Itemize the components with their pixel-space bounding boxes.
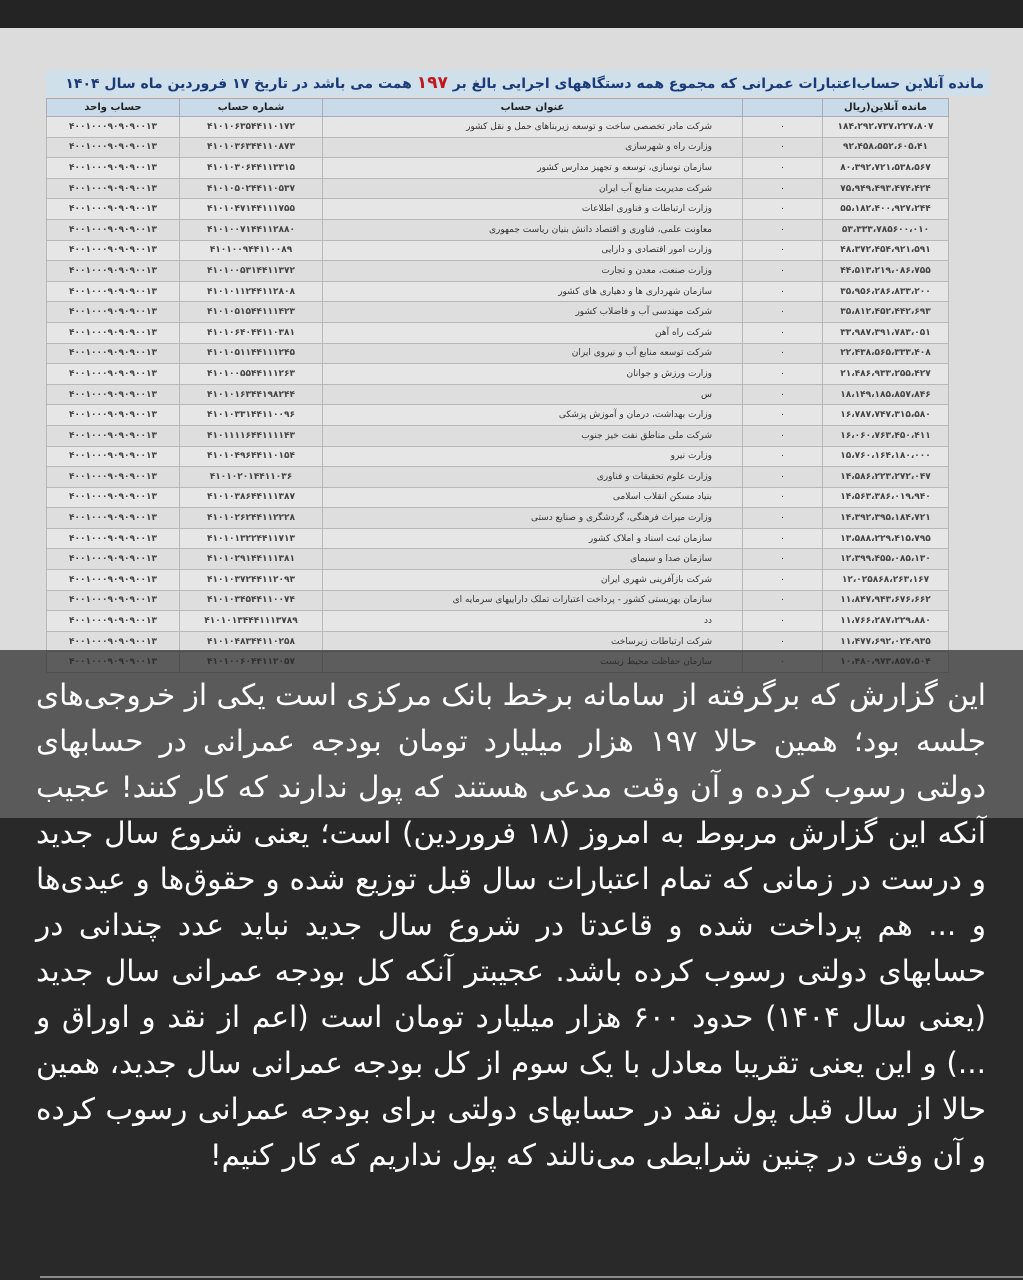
account-name-cell: شرکت ملی مناطق نفت خیز جنوب <box>323 425 743 446</box>
balance-cell: ۹۲،۴۵۸،۵۵۲،۶۰۵،۴۱ <box>823 137 949 158</box>
unit-account-cell: ۴۰۰۱۰۰۰۹۰۹۰۹۰۰۱۳ <box>47 487 180 508</box>
marker-cell: ٠ <box>743 590 823 611</box>
marker-cell: ٠ <box>743 384 823 405</box>
account-name-cell: وزارت نیرو <box>323 446 743 467</box>
marker-cell: ٠ <box>743 343 823 364</box>
table-row <box>47 261 949 282</box>
account-name-cell: شرکت مادر تخصصی ساخت و توسعه زیربناهای حمل و نقل کشور <box>323 117 743 138</box>
table-row <box>47 446 949 467</box>
balance-cell: ۴۸،۳۷۲،۴۵۴،۹۲۱،۵۹۱ <box>823 240 949 261</box>
account-name-cell: وزارت امور اقتصادی و دارایی <box>323 240 743 261</box>
column-header <box>743 99 823 117</box>
marker-cell: ٠ <box>743 405 823 426</box>
account-name-cell: وزارت ورزش و جوانان <box>323 364 743 385</box>
unit-account-cell: ۴۰۰۱۰۰۰۹۰۹۰۹۰۰۱۳ <box>47 611 180 632</box>
account-number-cell: ۴۱۰۱۰۲۶۲۴۴۱۱۲۲۲۸ <box>180 508 323 529</box>
account-number-cell: ۴۱۰۱۰۲۰۱۴۴۱۱۰۳۶ <box>180 467 323 488</box>
account-name-cell: بنیاد مسکن انقلاب اسلامی <box>323 487 743 508</box>
account-number-cell: ۴۱۰۱۰۴۷۱۴۴۱۱۱۷۵۵ <box>180 199 323 220</box>
unit-account-cell: ۴۰۰۱۰۰۰۹۰۹۰۹۰۰۱۳ <box>47 467 180 488</box>
account-number-cell: ۴۱۰۱۰۱۳۴۴۴۱۱۱۳۷۸۹ <box>180 611 323 632</box>
account-number-cell: ۴۱۰۱۰۶۴۰۴۴۱۱۰۳۸۱ <box>180 322 323 343</box>
marker-cell: ٠ <box>743 240 823 261</box>
marker-cell: ٠ <box>743 467 823 488</box>
unit-account-cell: ۴۰۰۱۰۰۰۹۰۹۰۹۰۰۱۳ <box>47 178 180 199</box>
marker-cell: ٠ <box>743 570 823 591</box>
table-row <box>47 384 949 405</box>
account-number-cell: ۴۱۰۱۰۴۹۶۴۴۱۱۰۱۵۴ <box>180 446 323 467</box>
balance-cell: ۲۱،۴۸۶،۹۳۳،۲۵۵،۴۲۷ <box>823 364 949 385</box>
account-name-cell: وزارت میراث فرهنگی، گردشگری و صنایع دستی <box>323 508 743 529</box>
account-number-cell: ۴۱۰۱۰۱۶۳۴۴۱۹۸۲۴۴ <box>180 384 323 405</box>
account-name-cell: شرکت راه آهن <box>323 322 743 343</box>
account-number-cell: ۴۱۰۱۰۳۶۳۴۴۱۱۰۸۷۳ <box>180 137 323 158</box>
table-row <box>47 117 949 138</box>
table-header-row <box>47 99 949 117</box>
table-row <box>47 549 949 570</box>
unit-account-cell: ۴۰۰۱۰۰۰۹۰۹۰۹۰۰۱۳ <box>47 425 180 446</box>
balance-cell: ۱۱،۷۶۶،۲۸۷،۲۲۹،۸۸۰ <box>823 611 949 632</box>
marker-cell: ٠ <box>743 487 823 508</box>
report-title-highlight: ۱۹۷ <box>416 73 448 93</box>
table-row <box>47 240 949 261</box>
unit-account-cell: ۴۰۰۱۰۰۰۹۰۹۰۹۰۰۱۳ <box>47 302 180 323</box>
account-number-cell: ۴۱۰۱۰۰۹۴۴۱۱۰۰۸۹ <box>180 240 323 261</box>
account-number-cell: ۴۱۰۱۰۴۸۳۴۴۱۱۰۲۵۸ <box>180 631 323 652</box>
balance-cell: ۴۴،۵۱۳،۲۱۹،۰۸۶،۷۵۵ <box>823 261 949 282</box>
table-row <box>47 281 949 302</box>
unit-account-cell: ۴۰۰۱۰۰۰۹۰۹۰۹۰۰۱۳ <box>47 631 180 652</box>
table-row <box>47 590 949 611</box>
report-title-before: مانده آنلاین حساب‌اعتبارات عمرانی که مجموع همه دستگاههای اجرایی بالغ بر <box>452 76 984 92</box>
marker-cell: ٠ <box>743 281 823 302</box>
unit-account-cell: ۴۰۰۱۰۰۰۹۰۹۰۹۰۰۱۳ <box>47 549 180 570</box>
marker-cell: ٠ <box>743 322 823 343</box>
balance-cell: ۱۲،۰۲۵۸۶۸،۲۶۳،۱۶۷ <box>823 570 949 591</box>
table-row <box>47 302 949 323</box>
marker-cell: ٠ <box>743 178 823 199</box>
balance-cell: ۱۴،۳۹۲،۳۹۵،۱۸۴،۷۲۱ <box>823 508 949 529</box>
balance-cell: ۳۵،۸۱۲،۴۵۲،۴۴۲،۶۹۳ <box>823 302 949 323</box>
report-title <box>46 70 990 96</box>
table-row <box>47 631 949 652</box>
balances-table <box>46 98 949 673</box>
table-row <box>47 611 949 632</box>
account-number-cell: ۴۱۰۱۰۵۰۲۴۴۱۱۰۵۳۷ <box>180 178 323 199</box>
marker-cell: ٠ <box>743 199 823 220</box>
bottom-divider <box>40 1276 1023 1278</box>
unit-account-cell: ۴۰۰۱۰۰۰۹۰۹۰۹۰۰۱۳ <box>47 364 180 385</box>
balance-cell: ۲۲،۴۳۸،۵۶۵،۳۳۳،۴۰۸ <box>823 343 949 364</box>
table-row <box>47 219 949 240</box>
marker-cell: ٠ <box>743 117 823 138</box>
account-name-cell: شرکت مدیریت منابع آب ایران <box>323 178 743 199</box>
unit-account-cell: ۴۰۰۱۰۰۰۹۰۹۰۹۰۰۱۳ <box>47 528 180 549</box>
account-number-cell: ۴۱۰۱۰۱۳۲۲۴۴۱۱۷۱۳ <box>180 528 323 549</box>
balance-cell: ۱۸،۱۴۹،۱۸۵،۸۵۷،۸۴۶ <box>823 384 949 405</box>
unit-account-cell: ۴۰۰۱۰۰۰۹۰۹۰۹۰۰۱۳ <box>47 405 180 426</box>
unit-account-cell: ۴۰۰۱۰۰۰۹۰۹۰۹۰۰۱۳ <box>47 508 180 529</box>
unit-account-cell: ۴۰۰۱۰۰۰۹۰۹۰۹۰۰۱۳ <box>47 446 180 467</box>
account-name-cell: سازمان شهرداری ها و دهیاری های کشور <box>323 281 743 302</box>
balance-cell: ۱۲،۳۹۹،۴۵۵،۰۸۵،۱۳۰ <box>823 549 949 570</box>
table-row <box>47 178 949 199</box>
table-row <box>47 570 949 591</box>
marker-cell: ٠ <box>743 528 823 549</box>
account-name-cell: دد <box>323 611 743 632</box>
account-name-cell: سازمان صدا و سیمای <box>323 549 743 570</box>
account-number-cell: ۴۱۰۱۱۱۱۶۴۴۱۱۱۱۴۳ <box>180 425 323 446</box>
balance-cell: ۳۵،۹۵۶،۲۸۶،۸۳۳،۲۰۰ <box>823 281 949 302</box>
marker-cell: ٠ <box>743 261 823 282</box>
balance-cell: ۷۵،۹۴۹،۴۹۳،۴۷۴،۴۲۴ <box>823 178 949 199</box>
marker-cell: ٠ <box>743 446 823 467</box>
table-row <box>47 528 949 549</box>
report-title-after: همت می باشد در تاریخ ۱۷ فروردین ماه سال ۱۴۰۴ <box>65 76 412 92</box>
balance-cell: ۱۴،۵۶۳،۳۸۶،۰۱۹،۹۴۰ <box>823 487 949 508</box>
table-row <box>47 322 949 343</box>
unit-account-cell: ۴۰۰۱۰۰۰۹۰۹۰۹۰۰۱۳ <box>47 117 180 138</box>
account-name-cell: شرکت توسعه منابع آب و نیروی ایران <box>323 343 743 364</box>
table-row <box>47 137 949 158</box>
unit-account-cell: ۴۰۰۱۰۰۰۹۰۹۰۹۰۰۱۳ <box>47 570 180 591</box>
balance-cell: ۱۱،۸۴۷،۹۴۳،۶۷۶،۶۶۲ <box>823 590 949 611</box>
marker-cell: ٠ <box>743 137 823 158</box>
account-name-cell: شرکت بازآفرینی شهری ایران <box>323 570 743 591</box>
account-name-cell: وزارت صنعت، معدن و تجارت <box>323 261 743 282</box>
balance-cell: ۱۶،۷۸۷،۷۴۷،۳۱۵،۵۸۰ <box>823 405 949 426</box>
account-number-cell: ۴۱۰۱۰۳۰۶۴۴۱۱۳۳۱۵ <box>180 158 323 179</box>
account-name-cell: وزارت راه و شهرسازی <box>323 137 743 158</box>
marker-cell: ٠ <box>743 158 823 179</box>
column-header: عنوان حساب <box>323 99 743 117</box>
account-name-cell: شرکت ارتباطات زیرساخت <box>323 631 743 652</box>
account-number-cell: ۴۱۰۱۰۳۸۶۴۴۱۱۱۳۸۷ <box>180 487 323 508</box>
table-row <box>47 158 949 179</box>
account-name-cell: س <box>323 384 743 405</box>
account-name-cell: سازمان نوسازی، توسعه و تجهیز مدارس کشور <box>323 158 743 179</box>
account-name-cell: وزارت علوم تحقیقات و فناوری <box>323 467 743 488</box>
balance-cell: ۸۰،۳۹۲،۷۲۱،۵۳۸،۵۶۷ <box>823 158 949 179</box>
table-row <box>47 343 949 364</box>
column-header: مانده آنلاین(ریال <box>823 99 949 117</box>
account-name-cell: معاونت علمی، فناوری و اقتصاد دانش بنیان ریاست جمهوری <box>323 219 743 240</box>
unit-account-cell: ۴۰۰۱۰۰۰۹۰۹۰۹۰۰۱۳ <box>47 219 180 240</box>
marker-cell: ٠ <box>743 611 823 632</box>
marker-cell: ٠ <box>743 425 823 446</box>
table-row <box>47 405 949 426</box>
unit-account-cell: ۴۰۰۱۰۰۰۹۰۹۰۹۰۰۱۳ <box>47 343 180 364</box>
unit-account-cell: ۴۰۰۱۰۰۰۹۰۹۰۹۰۰۱۳ <box>47 158 180 179</box>
article-text: این گزارش که برگرفته از سامانه برخط بانک مرکزی است یکی از خروجی‌های جلسه بود؛ همین حالا ۱۹۷ هزار میلیارد تومان بودجه عمرانی در حسابهای دولتی رسوب کرده و آن وقت مدعی هستند که پول ندارند که کار کنند! عجیب آنکه این گزارش مربوط به امروز (۱۸ فروردین) است؛ یعنی شروع سال جدید و درست در زمانی که تمام اعتبارات سال قبل توزیع شده و حقوق‌ها و عیدی‌ها و ... هم پرداخت شده و قاعدتا در شروع سال جدید نباید عدد چندانی در حسابهای دولتی رسوب کرده باشد. عجیبتر آنکه کل بودجه عمرانی سال جدید (یعنی سال ۱۴۰۴) حدود ۶۰۰ هزار میلیارد تومان است (اعم از نقد و اوراق و ...) و این یعنی تقریبا معادل با یک سوم از کل بودجه عمرانی سال جدید، همین حالا از سال قبل پول نقد در حسابهای دولتی برای بودجه عمرانی رسوب کرده و آن وقت در چنین شرایطی می‌نالند که پول نداریم که کار کنیم! <box>36 678 986 1172</box>
marker-cell: ٠ <box>743 364 823 385</box>
marker-cell: ٠ <box>743 219 823 240</box>
unit-account-cell: ۴۰۰۱۰۰۰۹۰۹۰۹۰۰۱۳ <box>47 199 180 220</box>
unit-account-cell: ۴۰۰۱۰۰۰۹۰۹۰۹۰۰۱۳ <box>47 322 180 343</box>
table-row <box>47 487 949 508</box>
marker-cell: ٠ <box>743 302 823 323</box>
balance-cell: ۱۶،۰۶۰،۷۶۳،۴۵۰،۴۱۱ <box>823 425 949 446</box>
unit-account-cell: ۴۰۰۱۰۰۰۹۰۹۰۹۰۰۱۳ <box>47 590 180 611</box>
account-number-cell: ۴۱۰۱۰۰۵۵۴۴۱۱۱۲۶۳ <box>180 364 323 385</box>
balance-cell: ۵۵،۱۸۲،۴۰۰،۹۲۷،۲۴۴ <box>823 199 949 220</box>
account-number-cell: ۴۱۰۱۰۰۵۳۱۴۴۱۱۳۷۲ <box>180 261 323 282</box>
account-name-cell: شرکت مهندسی آب و فاضلاب کشور <box>323 302 743 323</box>
marker-cell: ٠ <box>743 549 823 570</box>
account-number-cell: ۴۱۰۱۰۱۱۲۴۴۱۱۲۸۰۸ <box>180 281 323 302</box>
unit-account-cell: ۴۰۰۱۰۰۰۹۰۹۰۹۰۰۱۳ <box>47 261 180 282</box>
balance-cell: ۱۳،۵۸۸،۲۲۹،۴۱۵،۷۹۵ <box>823 528 949 549</box>
account-name-cell: سازمان بهزیستی کشور - پرداخت اعتبارات تملک داراییهای سرمایه ای <box>323 590 743 611</box>
marker-cell: ٠ <box>743 631 823 652</box>
table-row <box>47 425 949 446</box>
balance-cell: ۱۵،۷۶۰،۱۶۴،۱۸۰،۰۰۰ <box>823 446 949 467</box>
account-name-cell: وزارت بهداشت، درمان و آموزش پزشکی <box>323 405 743 426</box>
account-number-cell: ۴۱۰۱۰۵۱۱۴۴۱۱۱۲۴۵ <box>180 343 323 364</box>
top-bar <box>0 0 1023 28</box>
unit-account-cell: ۴۰۰۱۰۰۰۹۰۹۰۹۰۰۱۳ <box>47 240 180 261</box>
balance-cell: ۱۸۴،۲۹۲،۷۳۷،۲۲۷،۸۰۷ <box>823 117 949 138</box>
table-row <box>47 467 949 488</box>
account-number-cell: ۴۱۰۱۰۵۱۵۴۴۱۱۱۴۲۳ <box>180 302 323 323</box>
account-number-cell: ۴۱۰۱۰۰۷۱۴۴۱۱۲۸۸۰ <box>180 219 323 240</box>
unit-account-cell: ۴۰۰۱۰۰۰۹۰۹۰۹۰۰۱۳ <box>47 281 180 302</box>
table-row <box>47 364 949 385</box>
table-row <box>47 508 949 529</box>
column-header: شماره حساب <box>180 99 323 117</box>
unit-account-cell: ۴۰۰۱۰۰۰۹۰۹۰۹۰۰۱۳ <box>47 137 180 158</box>
account-number-cell: ۴۱۰۱۰۳۳۱۴۴۱۱۰۰۹۶ <box>180 405 323 426</box>
column-header: حساب واحد <box>47 99 180 117</box>
balance-cell: ۱۴،۵۸۶،۲۲۳،۲۷۲،۰۴۷ <box>823 467 949 488</box>
balance-cell: ۱۱،۴۷۷،۶۹۲،۰۲۴،۹۳۵ <box>823 631 949 652</box>
unit-account-cell: ۴۰۰۱۰۰۰۹۰۹۰۹۰۰۱۳ <box>47 384 180 405</box>
account-number-cell: ۴۱۰۱۰۳۷۲۴۴۱۱۲۰۹۳ <box>180 570 323 591</box>
account-number-cell: ۴۱۰۱۰۶۳۵۴۴۱۱۰۱۷۲ <box>180 117 323 138</box>
balance-cell: ۵۳،۳۳۳،۷۸۵۶۰۰،۰۱۰ <box>823 219 949 240</box>
marker-cell: ٠ <box>743 508 823 529</box>
account-number-cell: ۴۱۰۱۰۳۴۵۴۴۱۱۰۰۷۴ <box>180 590 323 611</box>
balance-cell: ۳۳،۹۸۷،۳۹۱،۷۸۳،۰۵۱ <box>823 322 949 343</box>
account-number-cell: ۴۱۰۱۰۲۹۱۴۴۱۱۱۳۸۱ <box>180 549 323 570</box>
account-name-cell: سازمان ثبت اسناد و املاک کشور <box>323 528 743 549</box>
account-name-cell: وزارت ارتباطات و فناوری اطلاعات <box>323 199 743 220</box>
table-row <box>47 199 949 220</box>
